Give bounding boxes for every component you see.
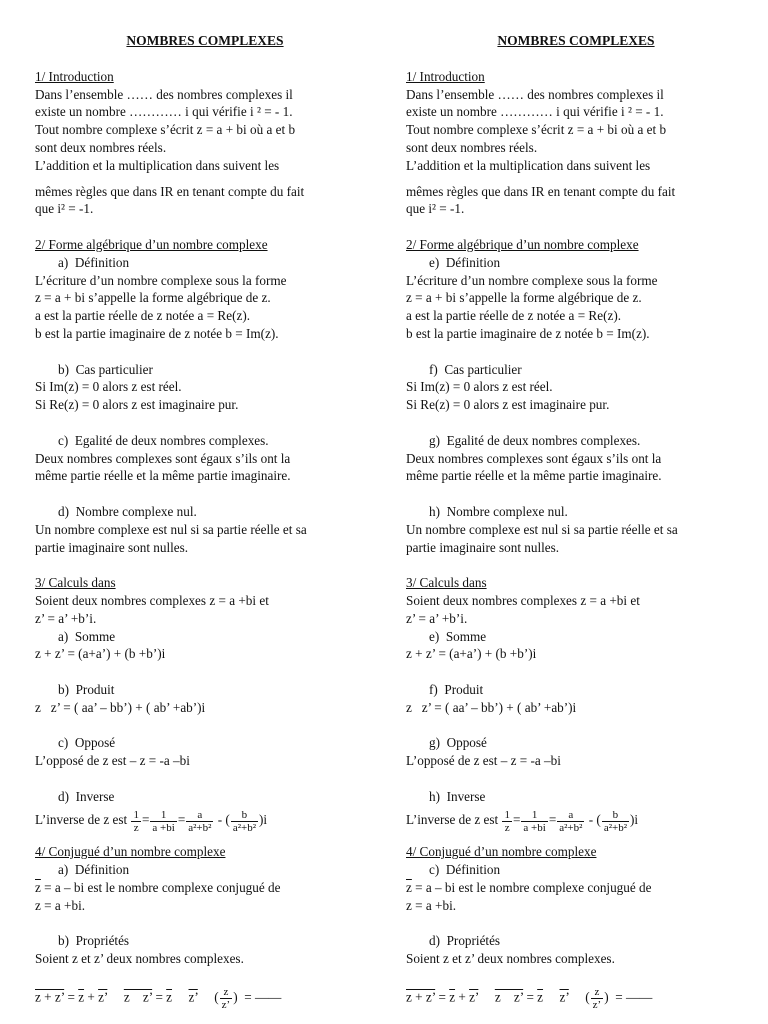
subsection-title: b) Propriétés [58, 933, 130, 949]
fraction: $\frac{1}{a +bi}$ [523, 808, 546, 834]
text-line: z = a +bi. [35, 897, 86, 913]
fraction: $\frac{1}{a +bi}$ [152, 808, 175, 834]
subsection-title: f) Cas particulier [429, 361, 522, 377]
left-column [35, 32, 375, 1011]
text-line: b est la partie imaginaire de z notée b = Im(z). [406, 325, 650, 341]
inverse-formula: L’inverse de z est $\frac{1}{z}$ = $\frac{1}{a +bi}$ = $\frac{a}{\text{a²+b²}}$ - ( $\frac{b}{\text{a²+b²}}$ )i [35, 808, 268, 834]
section-4-heading: 4/ Conjugué d’un nombre complexe [406, 844, 597, 860]
subsection-title: c) Opposé [58, 735, 116, 751]
formula-line: z + z’ = (a+a’) + (b +b’)i [35, 646, 166, 662]
text-line: Deux nombres complexes sont égaux s’ils ont la [35, 450, 291, 466]
subsection-title: d) Nombre complexe nul. [58, 503, 197, 519]
text-line: Si Re(z) = 0 alors z est imaginaire pur. [35, 397, 239, 413]
text-line: Si Im(z) = 0 alors z est réel. [406, 379, 553, 395]
text-line: $\overline{z} = a$ – bi est le nombre complexe conjugué de [35, 880, 281, 896]
text-line: L’écriture d’un nombre complexe sous la forme [35, 272, 287, 288]
fraction: $\frac{1}{z}$ [133, 808, 139, 834]
text-line: même partie réelle et la même partie imaginaire. [35, 468, 291, 484]
section-1-heading: 1/ Introduction [406, 68, 485, 84]
formula-line: z z’ = ( aa’ – bb’) + ( ab’ +ab’)i [406, 699, 577, 715]
properties-formula: z + z’ = $\overline{z} + z$’ z z’ = $\overline{z}$ z’ ( $\frac{z}{z’}$ ) = —— [35, 985, 282, 1011]
fraction: $\frac{b}{\text{a²+b²}}$ [232, 808, 257, 834]
intro-line: Dans l’ensemble …… des nombres complexes il [406, 86, 664, 102]
text-line: z’ = a’ +b’i. [35, 610, 97, 626]
subsection-title: e) Somme [429, 628, 487, 644]
text-line: z = a + bi s’appelle la forme algébrique de z. [35, 290, 271, 306]
intro-line: Dans l’ensemble …… des nombres complexes il [35, 86, 293, 102]
intro-line: Tout nombre complexe s’écrit z = a + bi où a et b [35, 122, 296, 138]
subsection-title: g) Opposé [429, 735, 487, 751]
intro-line: Tout nombre complexe s’écrit z = a + bi où a et b [406, 122, 667, 138]
subsection-title: a) Définition [58, 254, 130, 270]
subsection-title: c) Définition [429, 862, 501, 878]
subsection-title: a) Définition [58, 862, 130, 878]
subsection-title: b) Cas particulier [58, 361, 153, 377]
section-3-heading: 3/ Calculs dans [35, 575, 116, 591]
subsection-title: g) Egalité de deux nombres complexes. [429, 432, 641, 448]
fraction: $\frac{a}{\text{a²+b²}}$ [188, 808, 212, 834]
text-line: Si Re(z) = 0 alors z est imaginaire pur. [406, 397, 610, 413]
page-title: NOMBRES COMPLEXES [126, 33, 284, 48]
text-line: partie imaginaire sont nulles. [406, 539, 560, 555]
text-line: Soient deux nombres complexes z = a +bi et [406, 592, 640, 608]
subsection-title: c) Egalité de deux nombres complexes. [58, 432, 269, 448]
subsection-title: f) Produit [429, 681, 484, 697]
text-line: z = a +bi. [406, 897, 457, 913]
intro-line: existe un nombre ………… i qui vérifie i ² = - 1. [406, 104, 664, 120]
text-line: Soient z et z’ deux nombres complexes. [35, 951, 244, 967]
intro-line: que i² = -1. [406, 201, 465, 217]
page-title: NOMBRES COMPLEXES [497, 33, 655, 48]
fraction: $\frac{b}{\text{a²+b²}}$ [603, 808, 628, 834]
subsection-title: h) Nombre complexe nul. [429, 503, 568, 519]
fraction: $\frac{a}{\text{a²+b²}}$ [559, 808, 583, 834]
text-line: a est la partie réelle de z notée a = Re(z). [35, 308, 251, 324]
section-1-heading: 1/ Introduction [35, 68, 114, 84]
text-line: Soient z et z’ deux nombres complexes. [406, 951, 615, 967]
intro-line: que i² = -1. [35, 201, 94, 217]
section-2-heading: 2/ Forme algébrique d’un nombre complexe [35, 236, 268, 252]
text-line: même partie réelle et la même partie imaginaire. [406, 468, 662, 484]
text-line: Si Im(z) = 0 alors z est réel. [35, 379, 182, 395]
properties-formula: z + z’ = $\overline{z} + z$’ z z’ = $\overline{z}$ z’ ( $\frac{z}{z’}$ ) = —— [406, 985, 653, 1011]
subsection-title: d) Propriétés [429, 933, 501, 949]
section-2-heading: 2/ Forme algébrique d’un nombre complexe [406, 236, 639, 252]
text-line: Deux nombres complexes sont égaux s’ils ont la [406, 450, 662, 466]
intro-line: mêmes règles que dans IR en tenant compte du fait [406, 183, 676, 199]
text-line: z = a + bi s’appelle la forme algébrique de z. [406, 290, 642, 306]
formula-line: z + z’ = (a+a’) + (b +b’)i [406, 646, 537, 662]
subsection-title: d) Inverse [58, 788, 115, 804]
text-line: a est la partie réelle de z notée a = Re(z). [406, 308, 622, 324]
subsection-title: e) Définition [429, 254, 501, 270]
text-line: L’écriture d’un nombre complexe sous la forme [406, 272, 658, 288]
subsection-title: a) Somme [58, 628, 116, 644]
intro-line: L’addition et la multiplication dans suivent les [35, 157, 280, 173]
text-line: Un nombre complexe est nul si sa partie réelle et sa [406, 521, 678, 537]
text-line: Un nombre complexe est nul si sa partie réelle et sa [35, 521, 307, 537]
intro-line: existe un nombre ………… i qui vérifie i ² = - 1. [35, 104, 293, 120]
fraction: $\frac{1}{z}$ [504, 808, 510, 834]
text-line: $\overline{z} = a$ – bi est le nombre complexe conjugué de [406, 880, 652, 896]
text-line: z’ = a’ +b’i. [406, 610, 468, 626]
formula-line: L’opposé de z est – z = -a –bi [35, 753, 190, 769]
formula-line: z z’ = ( aa’ – bb’) + ( ab’ +ab’)i [35, 699, 206, 715]
text-line: b est la partie imaginaire de z notée b = Im(z). [35, 325, 279, 341]
section-4-heading: 4/ Conjugué d’un nombre complexe [35, 844, 226, 860]
intro-line: sont deux nombres réels. [406, 139, 538, 155]
text-line: partie imaginaire sont nulles. [35, 539, 189, 555]
intro-line: L’addition et la multiplication dans suivent les [406, 157, 651, 173]
subsection-title: h) Inverse [429, 788, 486, 804]
intro-line: mêmes règles que dans IR en tenant compte du fait [35, 183, 305, 199]
text-line: Soient deux nombres complexes z = a +bi et [35, 592, 269, 608]
intro-line: sont deux nombres réels. [35, 139, 167, 155]
inverse-formula: L’inverse de z est $\frac{1}{z}$ = $\frac{1}{a +bi}$ = $\frac{a}{\text{a²+b²}}$ - ( $\frac{b}{\text{a²+b²}}$ )i [406, 808, 639, 834]
formula-line: L’opposé de z est – z = -a –bi [406, 753, 561, 769]
subsection-title: b) Produit [58, 681, 115, 697]
right-column [406, 32, 746, 1011]
section-3-heading: 3/ Calculs dans [406, 575, 487, 591]
